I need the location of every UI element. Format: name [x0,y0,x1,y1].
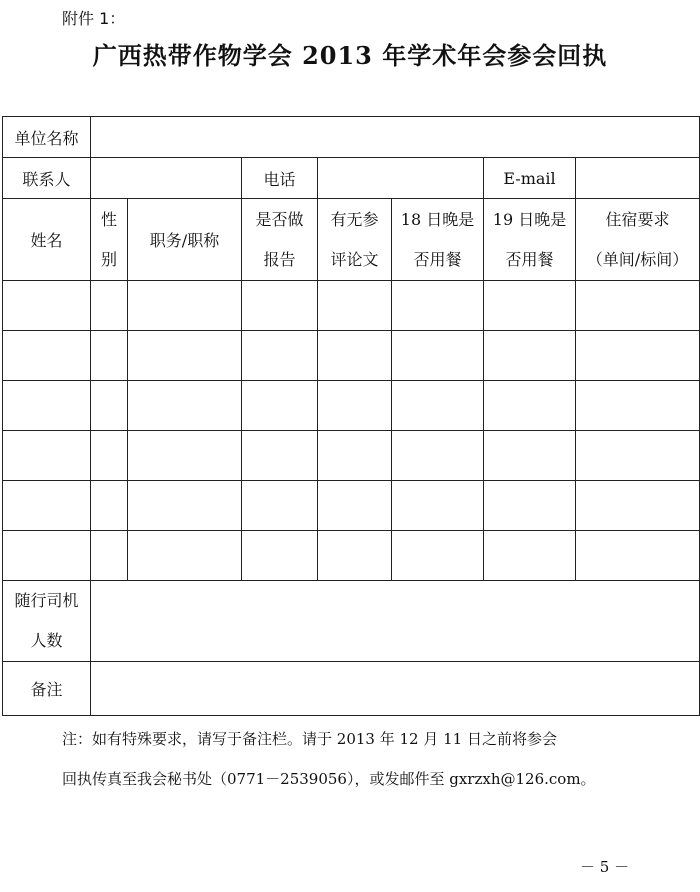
dinner18-cell[interactable] [392,281,484,331]
gender-cell[interactable] [91,481,128,531]
lodging-cell[interactable] [576,431,700,481]
driver-row [3,581,700,662]
col-report-line2: 报告 [263,249,296,269]
report-cell[interactable] [242,381,318,431]
dinner18-cell[interactable] [392,481,484,531]
position-cell[interactable] [128,531,242,581]
lodging-cell[interactable] [576,531,700,581]
col-paper-line2: 评论文 [330,249,379,269]
document-title: 广西热带作物学会 2013 年学术年会参会回执 [92,41,608,70]
lodging-cell[interactable] [576,331,700,381]
note-line-1: 注：如有特殊要求，请写于备注栏。请于 2013 年 12 月 11 日之前将参会 [62,730,557,748]
contact-label: 联系人 [3,158,91,199]
name-cell[interactable] [3,481,91,531]
report-cell[interactable] [242,481,318,531]
col-dinner18-line2: 否用餐 [413,249,462,269]
lodging-cell[interactable] [576,281,700,331]
table-row [3,281,700,331]
col-lodging-header [576,199,700,281]
col-report-header [242,199,318,281]
col-dinner18-line1: 18 日晚是 [400,209,475,229]
phone-input-cell[interactable] [318,158,484,199]
col-name-header: 姓名 [3,199,91,281]
phone-label: 电话 [242,158,318,199]
dinner19-cell[interactable] [484,381,576,431]
dinner18-cell[interactable] [392,431,484,481]
report-cell[interactable] [242,431,318,481]
position-cell[interactable] [128,431,242,481]
email-input-cell[interactable] [576,158,700,199]
table-row [3,431,700,481]
name-cell[interactable] [3,331,91,381]
gender-cell[interactable] [91,431,128,481]
dinner18-cell[interactable] [392,531,484,581]
page-number: － 5 － [580,858,630,876]
dinner19-cell[interactable] [484,281,576,331]
email-label: E-mail [484,158,576,199]
paper-cell[interactable] [318,431,392,481]
dinner19-cell[interactable] [484,531,576,581]
col-paper-header [318,199,392,281]
table-row [3,331,700,381]
name-cell[interactable] [3,281,91,331]
col-position-header: 职务/职称 [128,199,242,281]
position-cell[interactable] [128,481,242,531]
position-cell[interactable] [128,281,242,331]
col-lodging-line2: （单间/标间） [586,249,689,269]
paper-cell[interactable] [318,381,392,431]
gender-cell[interactable] [91,281,128,331]
remarks-input-cell[interactable] [91,662,700,716]
col-lodging-line1: 住宿要求 [605,209,670,229]
name-cell[interactable] [3,431,91,481]
driver-label [3,581,91,662]
col-paper-line1: 有无参 [330,209,379,229]
col-dinner19-line1: 19 日晚是 [492,209,567,229]
dinner19-cell[interactable] [484,331,576,381]
paper-cell[interactable] [318,481,392,531]
table-row [3,481,700,531]
report-cell[interactable] [242,531,318,581]
note-line-2: 回执传真至我会秘书处（0771－2539056），或发邮件至 gxrzxh@126.com。 [62,770,596,788]
remarks-label: 备注 [3,662,91,716]
paper-cell[interactable] [318,331,392,381]
report-cell[interactable] [242,281,318,331]
column-header-row [3,199,700,281]
contact-row [3,158,700,199]
paper-cell[interactable] [318,281,392,331]
gender-cell[interactable] [91,381,128,431]
col-dinner19-header [484,199,576,281]
col-dinner19-line2: 否用餐 [505,249,554,269]
table-row [3,381,700,431]
dinner18-cell[interactable] [392,331,484,381]
contact-input-cell[interactable] [91,158,242,199]
table-row [3,531,700,581]
col-gender-header [91,199,128,281]
col-report-line1: 是否做 [255,209,304,229]
driver-input-cell[interactable] [91,581,700,662]
unit-row [3,117,700,158]
dinner19-cell[interactable] [484,431,576,481]
gender-cell[interactable] [91,531,128,581]
unit-input-cell[interactable] [91,117,700,158]
registration-form-table [2,116,700,716]
report-cell[interactable] [242,331,318,381]
col-dinner18-header [392,199,484,281]
attachment-label: 附件 1： [62,9,126,28]
lodging-cell[interactable] [576,481,700,531]
driver-label-line1: 随行司机 [14,591,79,610]
remarks-row [3,662,700,716]
gender-cell[interactable] [91,331,128,381]
dinner19-cell[interactable] [484,481,576,531]
col-gender-line1: 性 [100,209,117,229]
col-gender-line2: 别 [100,249,117,269]
name-cell[interactable] [3,531,91,581]
name-cell[interactable] [3,381,91,431]
position-cell[interactable] [128,381,242,431]
paper-cell[interactable] [318,531,392,581]
position-cell[interactable] [128,331,242,381]
unit-label: 单位名称 [3,117,91,158]
lodging-cell[interactable] [576,381,700,431]
dinner18-cell[interactable] [392,381,484,431]
driver-label-line2: 人数 [30,631,63,650]
